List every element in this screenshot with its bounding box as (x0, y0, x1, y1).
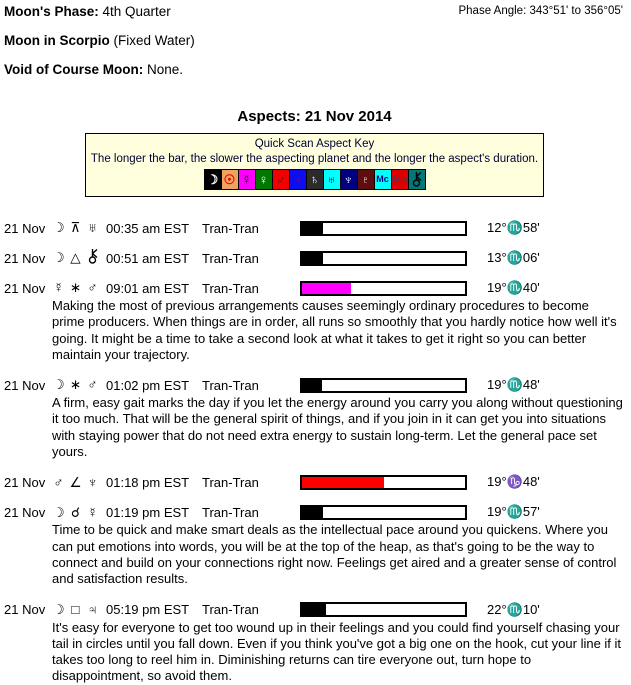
duration-bar (300, 251, 467, 266)
aspect-description: Time to be quick and make smart deals as the intellectual pace around you quickens. Where you can put emotions into words, you will be at the top of the heap, as that's going to be the way to connect and build on your connections right now. Feelings get aired and a greater sense of control and satisfaction results. (52, 522, 617, 587)
aspect-row (4, 220, 631, 236)
duration-bar (300, 378, 467, 393)
aspect-row (4, 280, 631, 296)
aspect-block (4, 504, 631, 587)
aspect-time: 00:35 am EST (106, 220, 190, 236)
degree-position: 22°♏10' (487, 601, 540, 617)
sextile-icon: ∗ (69, 377, 82, 393)
aspect-row (4, 602, 631, 618)
saturn-icon: ♄ (307, 170, 324, 189)
moon-icon: ☽ (52, 377, 65, 393)
aspect-summary (4, 378, 300, 393)
aspect-date: 21 Nov (4, 377, 46, 393)
aspect-type: Tran-Tran (202, 250, 259, 266)
moon-sign-label: Moon in Scorpio (4, 33, 110, 48)
aspect-date: 21 Nov (4, 602, 46, 618)
aspect-time: 00:51 am EST (106, 250, 190, 266)
moons-phase-label: Moon's Phase: (4, 4, 99, 19)
aspect-block (4, 280, 631, 363)
mars-icon: ♂ (87, 280, 98, 296)
duration-bar-fill (302, 507, 323, 518)
aspect-type: Tran-Tran (202, 220, 259, 236)
moon-icon: ☽ (52, 220, 65, 236)
aspect-list (4, 220, 631, 685)
aspect-date: 21 Nov (4, 474, 46, 490)
neptune-icon: ♆ (341, 170, 358, 189)
aspect-time: 01:02 pm EST (106, 377, 190, 393)
mercury-icon: ☿ (53, 280, 64, 296)
phase-angle (458, 5, 623, 17)
degree-position: 13°♏06' (487, 250, 540, 265)
void-of-course-line (4, 62, 631, 78)
aspect-description: A firm, easy gait marks the day if you let the energy around you carry you along without questioning it too much. That will be the general spirit of things, and if you join in it can get you into situations with staying power that do not need extra energy to sustain long-term. Let the general pace set yours. (52, 395, 623, 460)
aspect-time: 01:19 pm EST (106, 504, 190, 520)
duration-bar (300, 475, 467, 490)
duration-bar-fill (302, 253, 323, 264)
sextile-icon: ∗ (69, 280, 82, 296)
quincunx-icon: ⊼ (70, 220, 81, 236)
aspect-time: 05:19 pm EST (106, 602, 190, 618)
venus-icon: ♀ (256, 170, 273, 189)
aspect-description: It's easy for everyone to get too wound up in their feelings and you could find yourself chasing your tail in circles until you fall down. Even if you think you've got a big one on the hook, cut your line if it takes too long to reel him in. Diminishing returns can tire everyone out, turn hope to disappointment, so avoid them. (52, 619, 622, 684)
degree-position: 19°♑48' (487, 474, 540, 490)
void-of-course-value: None. (147, 62, 184, 77)
aspect-summary (4, 475, 300, 490)
uranus-icon: ♅ (87, 220, 98, 236)
moon-icon: ☽ (52, 250, 65, 266)
aspect-block (4, 602, 631, 685)
duration-bar-fill (302, 477, 384, 488)
aspect-row (4, 504, 631, 520)
duration-bar (300, 505, 467, 520)
sun-icon: ☉ (222, 170, 239, 189)
aspect-row (4, 474, 631, 490)
duration-bar-fill (302, 380, 322, 391)
jupiter-icon: ♃ (290, 170, 307, 189)
semisquare-icon: ∠ (69, 474, 82, 490)
pluto-icon: ♇ (358, 170, 375, 189)
void-of-course-label: Void of Course Moon: (4, 62, 144, 77)
mars-icon: ♂ (87, 377, 98, 393)
duration-bar (300, 602, 467, 617)
mercury-icon: ☿ (87, 504, 98, 520)
phase-angle-label: Phase Angle: (458, 5, 527, 17)
ascendant-icon: Asc (392, 170, 409, 189)
page-title: Aspects: 21 Nov 2014 (237, 108, 392, 125)
aspect-description: Making the most of previous arrangements causes seemingly ordinary procedures to become prime producers. When things are in order, all runs so smoothly that you hardly notice how well it's going. It might be a time to take a second look at what it takes to get it right so you can better maintain your trajectory. (52, 298, 617, 362)
aspect-type: Tran-Tran (202, 280, 259, 296)
aspect-row (4, 377, 631, 393)
aspect-summary (4, 602, 300, 617)
aspect-type: Tran-Tran (202, 377, 259, 393)
aspect-row (4, 250, 631, 266)
phase-angle-value: 343°51' to 356°05' (529, 5, 623, 17)
aspect-type: Tran-Tran (202, 504, 259, 520)
uranus-icon: ♅ (324, 170, 341, 189)
moon-icon: ☽ (205, 170, 222, 189)
aspect-type: Tran-Tran (202, 474, 259, 490)
moons-phase-value: 4th Quarter (102, 4, 171, 19)
aspect-type: Tran-Tran (202, 602, 259, 618)
aspect-summary (4, 505, 300, 520)
aspect-summary (4, 249, 300, 267)
duration-bar-fill (302, 283, 351, 294)
aspect-time: 01:18 pm EST (106, 474, 190, 490)
degree-position: 19°♏40' (487, 280, 540, 295)
conjunction-icon: ☌ (70, 504, 81, 520)
aspect-block (4, 250, 631, 266)
mars-icon: ♂ (53, 474, 64, 490)
mars-icon: ♂ (273, 170, 290, 189)
aspect-time: 09:01 am EST (106, 280, 190, 296)
moons-phase-line (4, 4, 631, 20)
planet-icon-strip (204, 169, 426, 190)
trine-icon: △ (70, 250, 81, 266)
aspect-date: 21 Nov (4, 250, 46, 266)
neptune-icon: ♆ (87, 474, 98, 490)
aspect-date: 21 Nov (4, 280, 46, 296)
duration-bar-fill (302, 604, 326, 615)
aspect-block (4, 474, 631, 490)
aspect-summary (4, 221, 300, 236)
aspect-date: 21 Nov (4, 504, 46, 520)
midheaven-icon: Mc (375, 170, 392, 189)
duration-bar (300, 221, 467, 236)
key-box-title: Quick Scan Aspect Key (254, 138, 375, 150)
chiron-icon (409, 170, 425, 189)
duration-bar-fill (302, 223, 323, 234)
moon-icon: ☽ (52, 504, 65, 520)
mercury-icon: ☿ (239, 170, 256, 189)
key-box-subtitle: The longer the bar, the slower the aspecting planet and the longer the aspect's duration. (90, 153, 539, 165)
aspect-date: 21 Nov (4, 220, 46, 236)
aspect-block (4, 377, 631, 460)
quick-scan-key-box (85, 133, 544, 197)
degree-position: 12°♏58' (487, 220, 540, 235)
aspect-summary (4, 281, 300, 296)
degree-position: 19°♏57' (487, 504, 540, 520)
jupiter-icon: ♃ (87, 601, 98, 617)
aspect-block (4, 220, 631, 236)
chiron-icon (84, 249, 101, 267)
moon-sign-line (4, 33, 631, 49)
duration-bar (300, 281, 467, 296)
moon-sign-value: (Fixed Water) (113, 33, 195, 48)
report-header (4, 4, 631, 78)
square-icon: □ (71, 601, 80, 617)
degree-position: 19°♏48' (487, 377, 540, 393)
moon-icon: ☽ (52, 601, 65, 617)
